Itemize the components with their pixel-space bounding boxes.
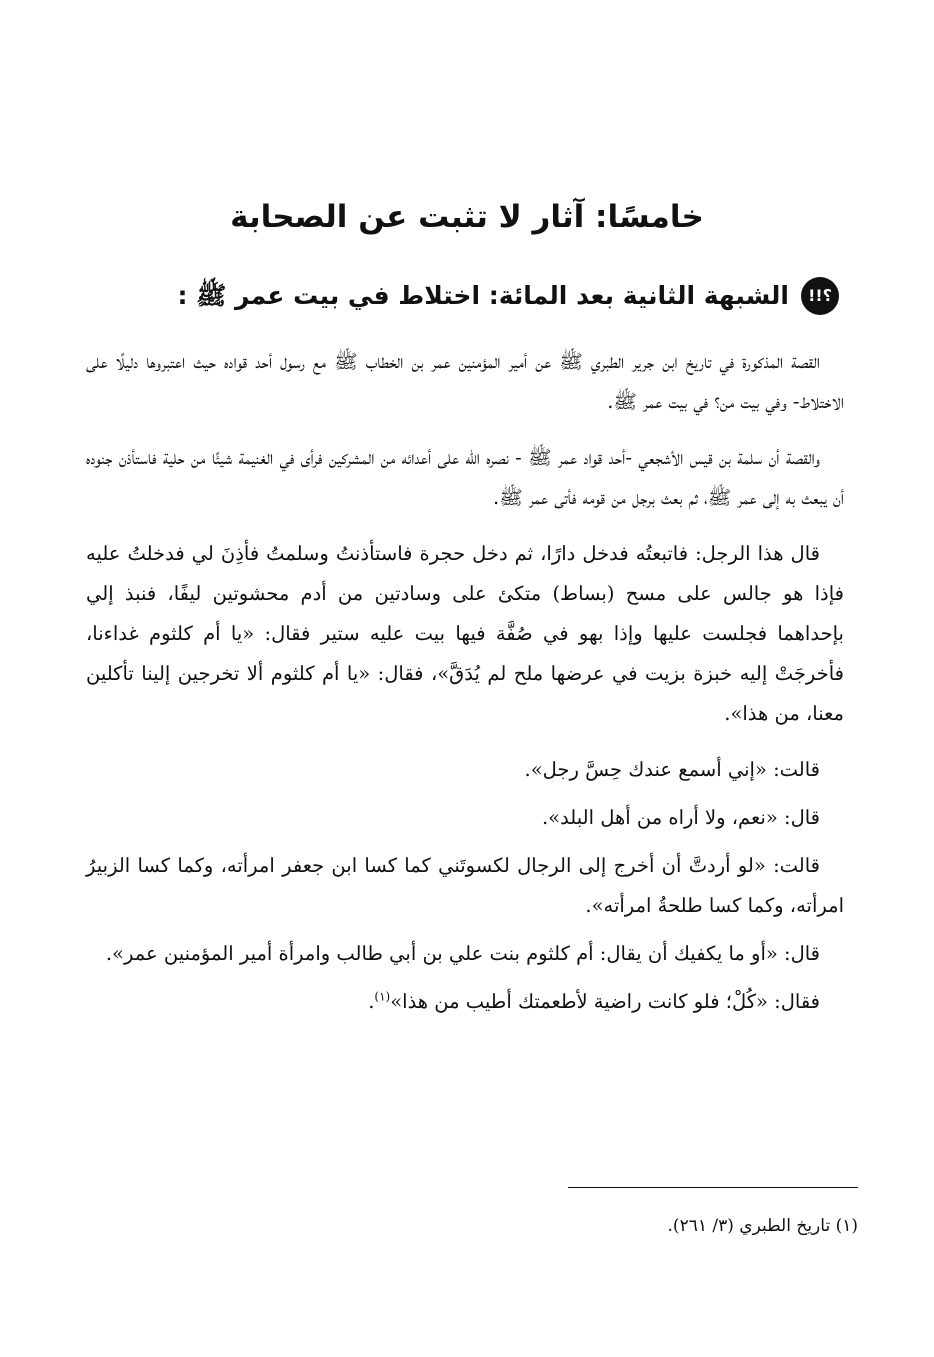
paragraph-2: والقصة أن سلمة بن قيس الأشجعي -أحد قواد عمر ﷺ - نصره الله على أعدائه من المشركين فرأى في الغنيمة شيئًا من حلية فاستأذن جنوده أن يبعث به إلى عمر ﷺ، ثم بعث برجل من قومه فأتى عمر ﷺ. (86, 446, 844, 509)
paragraph-7: قال: «أو ما يكفيك أن يقال: أم كلثوم بنت علي بن أبي طالب وامرأة أمير المؤمنين عمر». (105, 942, 820, 965)
paragraph-8 (86, 982, 844, 1022)
subheading-text: الشبهة الثانية بعد المائة: اختلاط في بيت عمر ﷺ : (177, 281, 789, 310)
body-text (86, 342, 844, 1030)
paragraph-6: قالت: «لو أردتَّ أن أخرج إلى الرجال لكسوتَني كما كسا ابن جعفر امرأته، وكما كسا الزبيرُ امرأته، وكما كسا طلحةُ امرأته». (86, 854, 844, 917)
paragraph-8-text: فقال: «كُلْ؛ فلو كانت راضية لأطعمتك أطيب من هذا» (390, 990, 820, 1013)
subheading (94, 276, 839, 316)
footnote: (١) تاريخ الطبري (٣/ ٢٦١). (667, 1216, 858, 1236)
paragraph-8-end: . (368, 990, 375, 1013)
paragraph-5: قال: «نعم، ولا أراه من أهل البلد». (541, 806, 820, 829)
footnote-ref: (١) (374, 989, 391, 1004)
paragraph-4: قالت: «إني أسمع عندك حِسَّ رجل». (524, 758, 820, 781)
footnote-divider (568, 1187, 858, 1188)
section-title: خامسًا: آثار لا تثبت عن الصحابة (230, 199, 704, 235)
question-badge-icon: ؟!! (801, 277, 839, 315)
paragraph-1: القصة المذكورة في تاريخ ابن جرير الطبري ﷺ عن أمير المؤمنين عمر بن الخطاب ﷺ مع رسول أحد قواده حيث اعتبروها دليلًا على الاختلاط- وفي بيت من؟ في بيت عمر ﷺ. (86, 350, 844, 413)
paragraph-3: قال هذا الرجل: فاتبعتُه فدخل دارًا، ثم دخل حجرة فاستأذنتُ وسلمتُ فأذِنَ لي فدخلتُ عليه فإذا هو جالس على مسح (بساط) متكئ على وسادتين من أدم محشوتين ليفًا، فنبذ إلي بإحداهما فجلست عليها وإذا بهو في صُفَّة فيها بيت عليه ستير فقال: «يا أم كلثوم غداءنا، فأخرجَتْ إليه خبزة بزيت في عرضها ملح لم يُدَقَّ»، فقال: «يا أم كلثوم ألا تخرجين إلينا تأكلين معنا، من هذا». (86, 542, 844, 725)
